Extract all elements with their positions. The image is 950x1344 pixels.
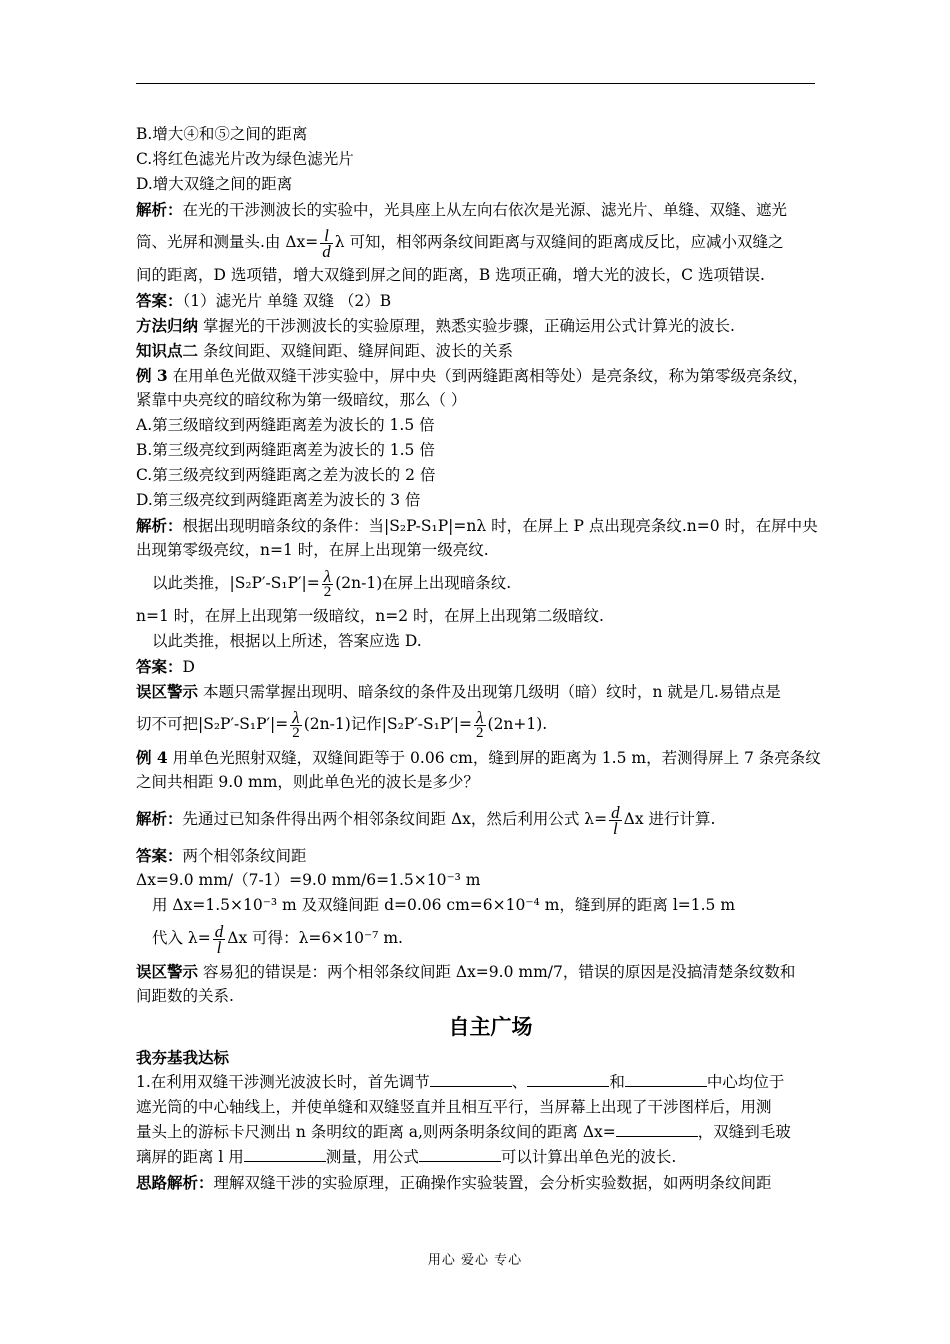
hint-analysis: 思路解析：理解双缝干涉的实验原理，正确操作实验装置，会分析实验数据，如两明条纹间距 <box>136 1173 772 1192</box>
example-3-analogy: 以此类推，|S₂P′-S₁P′|= $\frac{\lambda}{2}$ (2n-1)在屏上出现暗条纹. <box>152 566 512 600</box>
analysis-label: 解析： <box>136 200 183 219</box>
answer-blank[interactable] <box>419 1146 501 1162</box>
answer-blank[interactable] <box>244 1146 326 1162</box>
option-d: D.增大双缝之间的距离 <box>136 175 293 193</box>
analysis-line-1: 解析：在光的干涉测波长的实验中，光具座上从左向右依次是光源、滤光片、单缝、双缝、遮光 <box>136 200 788 219</box>
answer-blank[interactable] <box>625 1071 707 1087</box>
option-c: C.将红色滤光片改为绿色滤光片 <box>136 150 354 168</box>
example-4-given: 用 Δx=1.5×10⁻³ m 及双缝间距 d=0.06 cm=6×10⁻⁴ m，缝到屏的距离 l=1.5 m <box>152 896 736 914</box>
example-3-option-d: D.第三级亮纹到两缝距离差为波长的 3 倍 <box>136 491 421 509</box>
answer-blank[interactable] <box>616 1121 698 1137</box>
warning-2-line-2: 间距数的关系. <box>136 987 234 1005</box>
option-b: B.增大④和⑤之间的距离 <box>136 125 308 143</box>
warning-1-line-2: 切不可把|S₂P′-S₁P′|= $\frac{\lambda}{2}$ (2n-1)记作|S₂P′-S₁P′|= $\frac{\lambda}{2}$ (2n+1). <box>136 707 548 741</box>
example-3-option-c: C.第三级亮纹到两缝距离之差为波长的 2 倍 <box>136 466 436 484</box>
fraction-d-over-l: $\frac{d}{l}$ <box>611 802 620 838</box>
question-1-line-2: 遮光筒的中心轴线上，并使单缝和双缝竖直并且相互平行，当屏幕上出现了干涉图样后，用测 <box>136 1098 772 1116</box>
fraction-lambda-over-2: $\frac{\lambda}{2}$ <box>323 566 332 600</box>
example-3-answer: 答案：D <box>136 657 195 676</box>
answer-line: 答案：（1）滤光片 单缝 双缝 （2）B <box>136 291 392 310</box>
fraction-d-over-l: $\frac{d}{l}$ <box>214 921 224 957</box>
warning-1-line-1: 误区警示 本题只需掌握出现明、暗条纹的条件及出现第几级明（暗）纹时，n 就是几.易错点是 <box>136 682 781 701</box>
page-footer: 用心 爱心 专心 <box>427 1253 523 1268</box>
example-3-line-1: 例 3 在用单色光做双缝干涉实验中，屏中央（到两缝距离相等处）是亮条纹，称为第零级亮条纹， <box>136 366 809 385</box>
example-4-answer: 答案：两个相邻条纹间距 <box>136 846 307 865</box>
question-1-line-4: 璃屏的距离 l 用 测量，用公式 可以计算出单色光的波长. <box>136 1148 677 1166</box>
header-rule <box>136 83 815 84</box>
example-3-conclusion: 以此类推，根据以上所述，答案应选 D. <box>152 632 422 650</box>
example-3-option-b: B.第三级亮纹到两缝距离差为波长的 1.5 倍 <box>136 441 435 459</box>
example-4-line-1: 例 4 用单色光照射双缝，双缝间距等于 0.06 cm，缝到屏的距离为 1.5 m，若测得屏上 7 条亮条纹 <box>136 748 821 767</box>
document-body <box>136 122 821 1195</box>
example-4-analysis: 解析：先通过已知条件得出两个相邻条纹间距 Δx，然后利用公式 λ= $\frac{d}{l}$ Δx 进行计算. <box>136 802 716 838</box>
example-4-substitution: 代入 λ= $\frac{d}{l}$ Δx 可得：λ=6×10⁻⁷ m. <box>152 921 403 957</box>
fraction-lambda-over-2: $\frac{\lambda}{2}$ <box>476 707 484 741</box>
example-3-option-a: A.第三级暗纹到两缝距离差为波长的 1.5 倍 <box>136 416 435 434</box>
analysis-line-2: 筒、光屏和测量头.由 Δx= $\frac{l}{d}$ λ 可知，相邻两条纹间距离与双缝间的距离成反比，应减小双缝之 <box>136 225 784 261</box>
example-4-line-2: 之间共相距 9.0 mm，则此单色光的波长是多少？ <box>136 773 479 791</box>
knowledge-point-2: 知识点二 条纹间距、双缝间距、缝屏间距、波长的关系 <box>136 341 513 360</box>
warning-2-line-1: 误区警示 容易犯的错误是：两个相邻条纹间距 Δx=9.0 mm/7，错误的原因是没搞清楚条纹数和 <box>136 962 796 981</box>
subsection-title: 我夯基我达标 <box>136 1048 230 1067</box>
fraction-lambda-over-2: $\frac{\lambda}{2}$ <box>292 707 300 741</box>
example-4-delta-x: Δx=9.0 mm/（7-1）=9.0 mm/6=1.5×10⁻³ m <box>136 871 481 889</box>
fraction-l-over-d: $\frac{l}{d}$ <box>322 225 331 261</box>
example-3-analysis-2: 出现第零级亮纹，n=1 时，在屏上出现第一级亮纹. <box>136 541 489 559</box>
question-1-line-3: 量头上的游标卡尺测出 n 条明纹的距离 a,则两条明条纹间的距离 Δx= ，双缝到毛玻 <box>136 1123 791 1141</box>
example-3-analysis-1: 解析：根据出现明暗条纹的条件：当|S₂P-S₁P|=nλ 时，在屏上 P 点出现亮条纹.n=0 时，在屏中央 <box>136 516 818 535</box>
answer-blank[interactable] <box>527 1071 609 1087</box>
question-1-line-1: 1.在利用双缝干涉测光波波长时，首先调节 、 和 中心均位于 <box>136 1073 785 1091</box>
example-3-n-values: n=1 时，在屏上出现第一级暗纹，n=2 时，在屏上出现第二级暗纹. <box>136 607 604 625</box>
section-title: 自主广场 <box>448 1015 533 1039</box>
analysis-line-3: 间的距离，D 选项错，增大双缝到屏之间的距离，B 选项正确，增大光的波长，C 选项错误. <box>136 266 765 284</box>
method-summary: 方法归纳 掌握光的干涉测波长的实验原理，熟悉实验步骤，正确运用公式计算光的波长. <box>136 316 735 335</box>
answer-blank[interactable] <box>430 1071 512 1087</box>
example-3-line-2: 紧靠中央亮纹的暗纹称为第一级暗纹，那么（ ） <box>136 391 467 409</box>
